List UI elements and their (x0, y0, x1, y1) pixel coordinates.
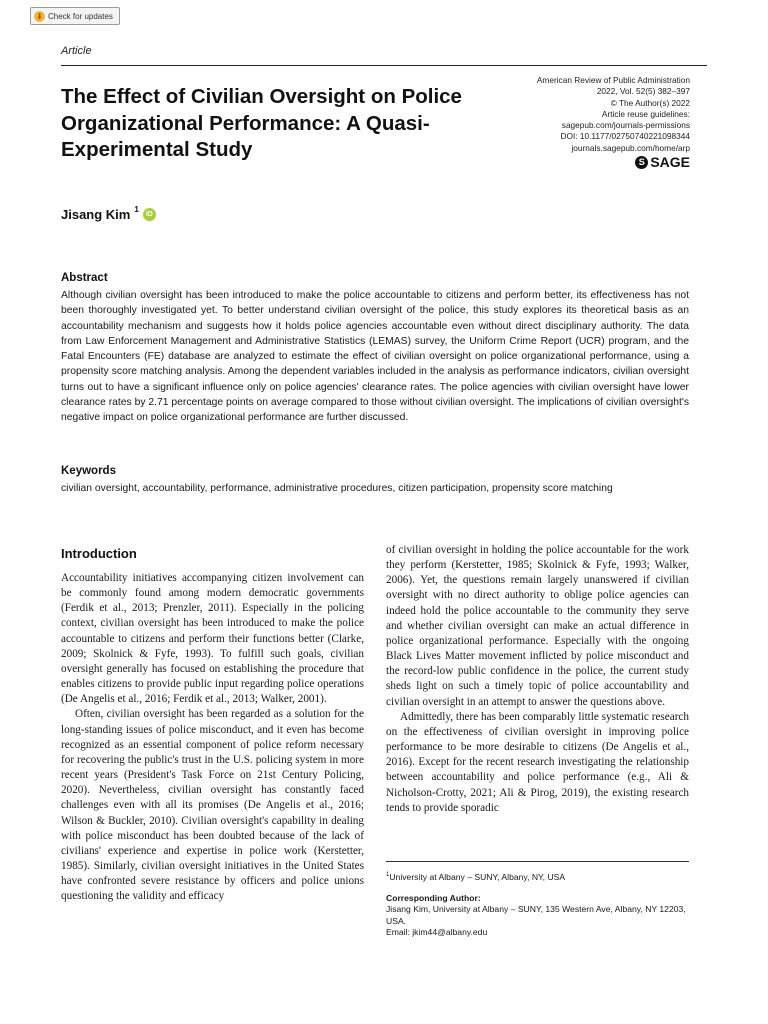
affiliation-footnote (386, 870, 689, 883)
article-type-label: Article (61, 45, 92, 57)
update-icon (34, 11, 45, 22)
author-affiliation-mark: 1 (134, 205, 139, 214)
corresponding-author-label: Corresponding Author: (386, 893, 481, 903)
author-line (61, 207, 156, 222)
keywords-heading: Keywords (61, 465, 116, 477)
journal-volume: 2022, Vol. 52(5) 382–397 (596, 86, 690, 97)
abstract-text: Although civilian oversight has been introduced to make the police accountable to citizens and perform better, its effectiveness has not been thoroughly investigated yet. To better understand civilian oversight of the police, this study explores its theoretical basis as an accountability mechanism and suggests how it holds police agencies accountable even without direct disciplinary authority. The data from Law Enforcement Management and Administrative Statistics (LEMAS) survey, the Uniform Crime Report (UCR) program, and the Fatal Encounters (FE) database are analyzed to estimate the effect of civilian oversight on police organizational performance, using a propensity score matching analysis. Among the dependent variables included in the analysis as performance indicators, civilian oversight turns out to have a significant influence only on police agencies' clearance rates. The police agencies with civilian oversight have lower clearance rates by 2.71 percentage points on average compared to those without civilian oversight. The implications of civilian oversight's negative impact on police organizational performance are further discussed. (61, 290, 689, 424)
copyright-line: © The Author(s) 2022 (610, 97, 690, 108)
publisher-logo (635, 154, 690, 170)
affiliation-mark: 1 (386, 872, 390, 878)
body-paragraph: Often, civilian oversight has been regarded as a solution for the long-standing issues of police misconduct, and it even has become recognized as an essential component of police reform necessary for recovering the public's trust in the U.S. policing system in more recent years (President's Task Force on 21st Century Policing, 2020). Nevertheless, civilian oversight has constantly faced challenges even with all its promises (De Angelis et al., 2016; Wilson & Buckler, 2010). Civilian oversight's capability in dealing with police misconduct has been doubted because of the lack of civilians' experience and expertise in police work (Kerstetter, 1985). Similarly, civilian oversight initiatives in the United States have confronted severe resistance by officers and police unions questioning the validity and efficacy (61, 708, 364, 903)
body-paragraph: of civilian oversight in holding the police accountable for the work they perform (Kerstetter, 1985; Skolnick & Fyfe, 1993; Walker, 2006). Yet, the questions remain largely unanswered if civilian oversight with no direct authority to oblige police agencies can indeed hold the police accountable to the community they serve and whether civilian oversight can make an actual difference in police organizational performance. Especially with the ongoing Black Lives Matter movement inflicted by police misconduct and the record-low public confidence in the police, the current study sheds light on such a timely topic of police accountability and civilian oversight in an attempt to answer the questions above. (386, 544, 689, 708)
permissions-link[interactable]: sagepub.com/journals-permissions (561, 120, 690, 131)
footnote-rule (386, 861, 689, 862)
affiliation-text: University at Albany – SUNY, Albany, NY, USA (389, 871, 566, 882)
journal-homepage-link[interactable]: journals.sagepub.com/home/arp (571, 142, 690, 153)
keywords-text: civilian oversight, accountability, performance, administrative procedures, citizen participation, propensity score matching (61, 483, 613, 494)
orcid-icon[interactable]: iD (143, 208, 156, 221)
author-email-link[interactable]: Email: jkim44@albany.edu (386, 927, 488, 938)
sage-circle-icon: S (635, 156, 648, 169)
body-column-left (61, 571, 364, 904)
body-paragraph: Accountability initiatives accompanying citizen involvement can be commonly found among modern democratic governments (Ferdik et al., 2013; Prenzler, 2011). Especially in the policing context, civilian oversight has been introduced to make the police accountable to citizens and perform their functions better (Clarke, 2009; Skolnick & Fyfe, 1993). To fulfill such goals, civilian oversight generally has focused on establishing the procedure that enables citizens to provide public input regarding police operations (De Angelis et al., 2016; Ferdik et al., 2013; Walker, 2001). (61, 572, 364, 706)
author-name: Jisang Kim (61, 207, 131, 222)
header-rule (61, 65, 707, 66)
paper-title: The Effect of Civilian Oversight on Police Organizational Performance: A Quasi-Experimental Study (61, 85, 462, 161)
check-for-updates-badge[interactable] (30, 7, 120, 25)
body-column-right (386, 543, 689, 816)
introduction-heading: Introduction (61, 546, 137, 561)
corresponding-author-footnote (386, 893, 689, 939)
check-for-updates-label: Check for updates (48, 11, 113, 21)
publisher-name: SAGE (650, 154, 690, 170)
reuse-guidelines-label: Article reuse guidelines: (601, 108, 690, 119)
journal-info (537, 75, 690, 154)
journal-name: American Review of Public Administration (536, 75, 690, 85)
body-paragraph: Admittedly, there has been comparably little systematic research on the effectiveness of civilian oversight in improving police performance to be more desirable to citizens (De Angelis et al., 2016). Except for the recent research investigating the relationship between accountability and police performance (e.g., Ali & Nicholson-Crotty, 2021; Ali & Pirog, 2019), the existing research tends to provide sporadic (386, 710, 689, 814)
corresponding-author-text: Jisang Kim, University at Albany – SUNY, 135 Western Ave, Albany, NY 12203, USA. (386, 904, 686, 926)
doi-link[interactable]: DOI: 10.1177/02750740221098344 (560, 131, 690, 142)
abstract-heading: Abstract (61, 272, 108, 284)
